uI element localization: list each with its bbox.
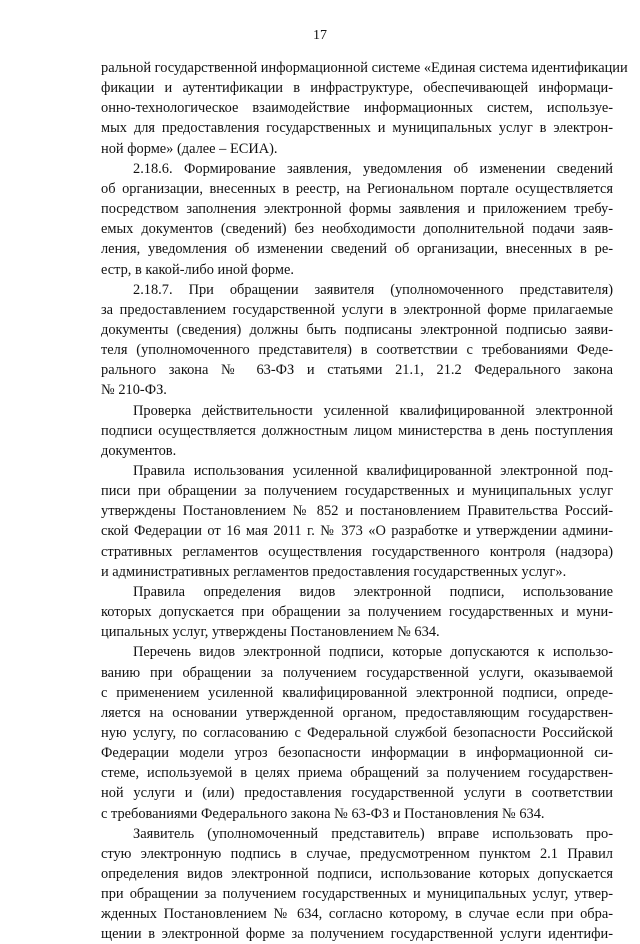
text-line: мых для предоставления государственных и муниципальных услуг в электрон- [101,120,613,137]
text-line: 2.18.6. Формирование заявления, уведомления об изменении сведений [133,160,613,177]
text-line: ляется на основании утвержденной органом, предоставляющим государствен- [101,704,613,721]
text-line: с требованиями Федерального закона № 63-ФЗ и Постановления № 634. [101,805,545,822]
page-number: 17 [313,28,327,43]
text-line: ванию при обращении за получением государственной услуги, оказываемой [101,664,613,681]
text-line: с применением усиленной квалифицированной электронной подписи, опреде- [101,684,613,701]
text-line: стеме, используемой в целях приема обращений за получением государствен- [101,765,613,782]
text-line: ной форме» (далее – ЕСИА). [101,140,278,157]
text-line: емых документов (сведений) без необходимости дополнительной подачи заяв- [101,221,613,238]
text-line: ципальных услуг, утверждены Постановлением № 634. [101,624,440,641]
text-line: естр, в какой-либо иной форме. [101,261,294,278]
text-line: писи при обращении за получением государственных и муниципальных услуг [101,483,613,500]
text-line: ной услуги и (или) предоставления государственной услуги в соответствии [101,785,613,802]
text-line: при обращении за получением государственных и муниципальных услуг, утвер- [101,886,613,903]
text-line: Перечень видов электронной подписи, которые допускаются к использо- [133,644,613,661]
text-line: стративных регламентов осуществления государственного контроля (надзора) [101,543,613,560]
text-line: которых допускается при обращении за получением государственных и муни- [101,604,613,621]
text-line: Заявитель (уполномоченный представитель) вправе использовать про- [133,825,613,842]
text-line: щении в электронной форме за получением государственной услуги идентифи- [101,926,613,943]
text-line: утверждены Постановлением № 852 и постановлением Правительства Россий- [101,503,613,520]
text-line: ную услугу, по согласованию с Федеральной службой безопасности Российской [101,724,613,741]
text-line: жденных Постановлением № 634, согласно которому, в случае если при обра- [101,906,613,923]
text-line: фикации и аутентификации в инфраструктуре, обеспечивающей информаци- [101,80,613,97]
text-line: Проверка действительности усиленной квалифицированной электронной [133,402,613,419]
text-line: и административных регламентов предоставления государственных услуг». [101,563,567,580]
text-line: рального закона № 63-ФЗ и статьями 21.1, 21.2 Федерального закона [101,362,613,379]
text-line: онно-технологическое взаимодействие информационных систем, используе- [101,100,613,117]
text-line: подписи осуществляется должностным лицом министерства в день поступления [101,422,613,439]
text-line: об организации, внесенных в реестр, на Региональном портале осуществляется [101,180,613,197]
text-line: ления, уведомления об изменении сведений об организации, внесенных в ре- [101,241,613,258]
text-line: документы (сведения) должны быть подписаны электронной подписью заяви- [101,321,613,338]
text-line: определения видов электронной подписи, использование которых допускается [101,866,613,882]
text-line: стую электронную подпись в случае, предусмотренном пунктом 2.1 Правил [101,845,613,862]
text-line: Правила использования усиленной квалифицированной электронной под- [133,463,613,479]
text-line: Правила определения видов электронной подписи, использование [133,583,613,600]
text-line: посредством заполнения электронной формы заявления и приложением требу- [101,201,613,218]
text-line: документов. [101,442,177,459]
text-line: ской Федерации от 16 мая 2011 г. № 373 «О разработке и утверждении админи- [101,523,613,540]
text-line: ральной государственной информационной системе «Единая система идентификации [101,60,628,76]
text-line: № 210-ФЗ. [101,382,167,399]
text-line: за предоставлением государственной услуги в электронной форме прилагаемые [101,301,613,318]
text-line: 2.18.7. При обращении заявителя (уполномоченного представителя) [133,281,613,298]
text-line: Федерации модели угроз безопасности информации в информационной си- [101,745,613,762]
text-line: теля (уполномоченного представителя) в соответствии с требованиями Феде- [101,342,613,359]
